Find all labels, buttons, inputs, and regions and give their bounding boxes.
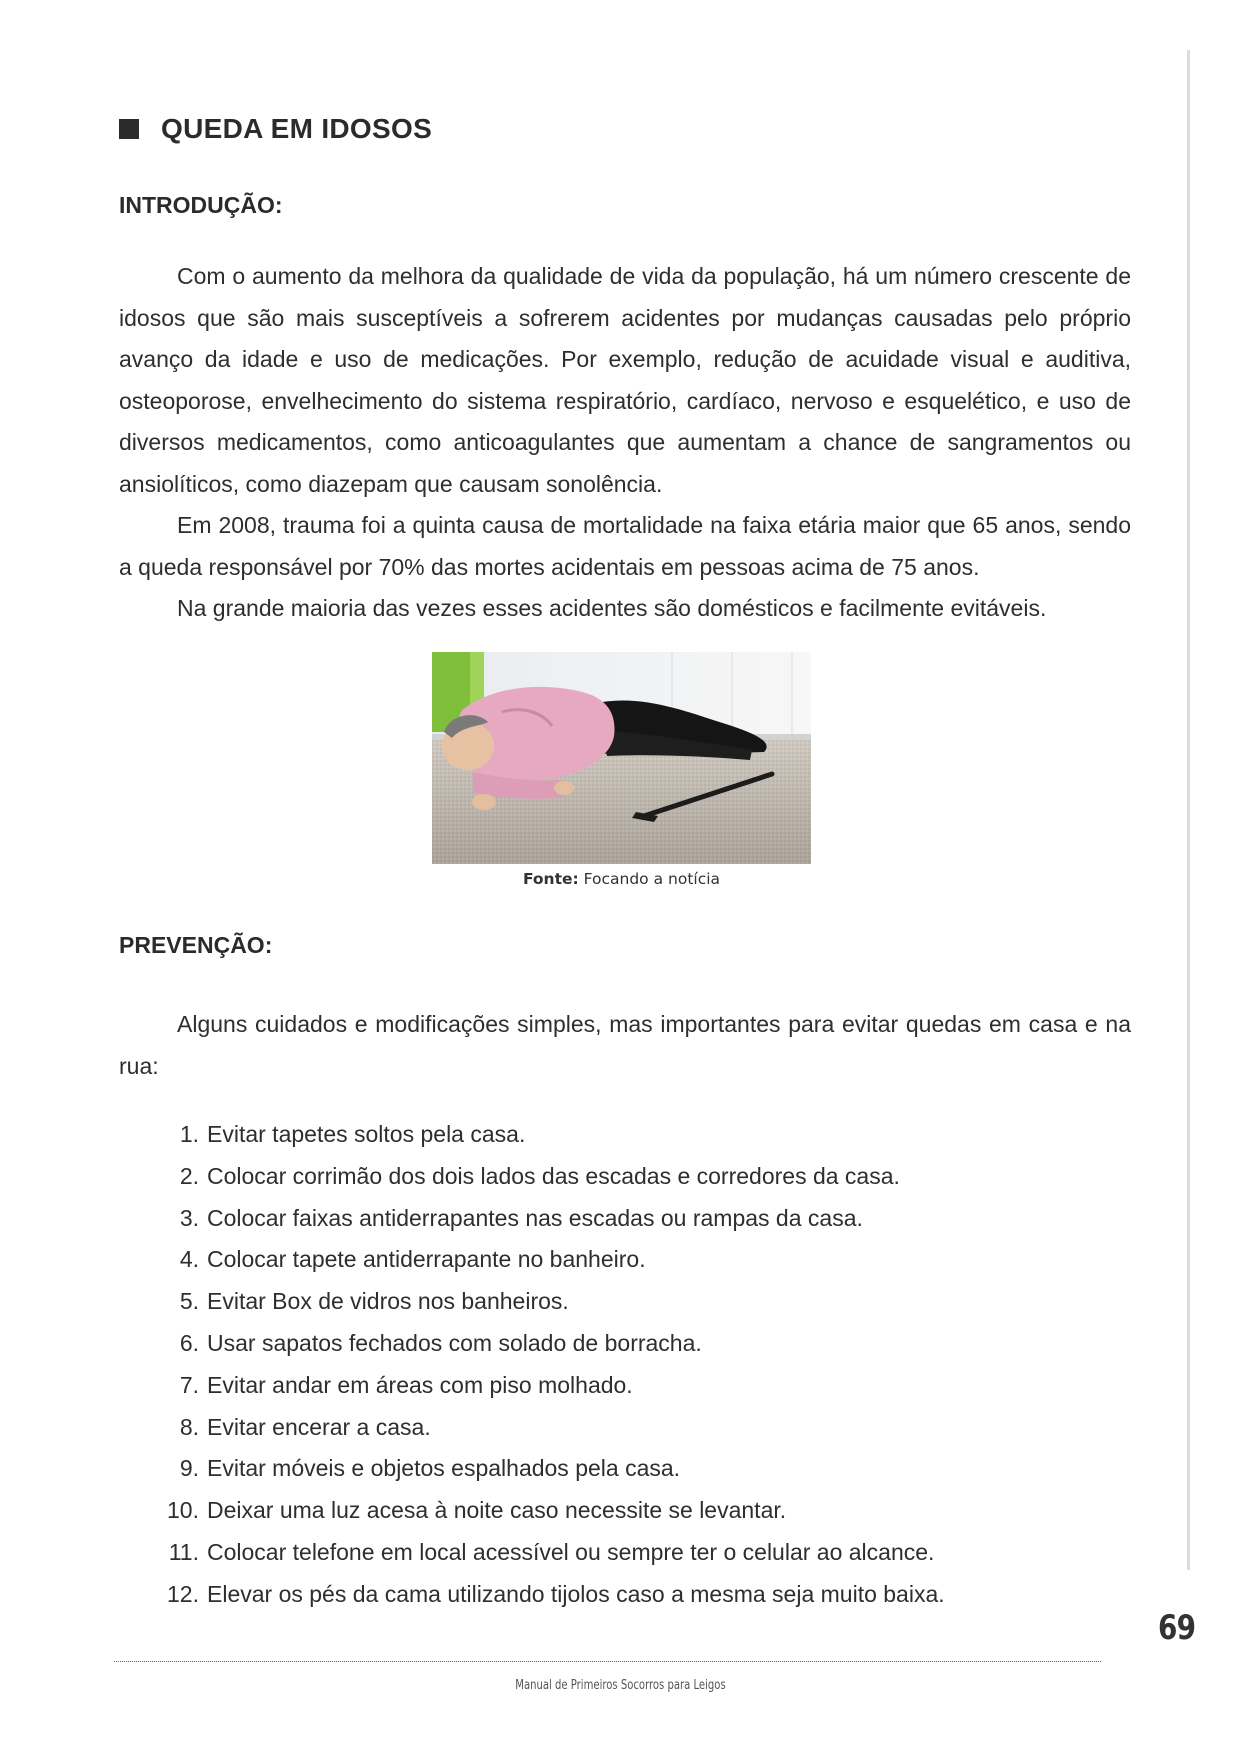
list-item-text: Evitar andar em áreas com piso molhado.	[207, 1371, 633, 1398]
list-item-text: Evitar móveis e objetos espalhados pela casa.	[207, 1455, 681, 1482]
prevention-body	[119, 1004, 1131, 1087]
list-item	[150, 1407, 945, 1449]
list-item	[150, 1448, 945, 1490]
list-item	[150, 1281, 945, 1323]
list-item-number: 11.	[168, 1538, 199, 1565]
list-item-text: Deixar uma luz acesa à noite caso necessite se levantar.	[207, 1497, 787, 1524]
list-item-text: Usar sapatos fechados com solado de borracha.	[207, 1329, 702, 1356]
prevention-heading: PREVENÇÃO:	[119, 932, 273, 958]
footer-divider	[114, 1661, 1101, 1662]
list-item	[150, 1239, 945, 1281]
prevention-intro: Alguns cuidados e modificações simples, mas importantes para evitar quedas em casa e na rua:	[119, 1011, 1131, 1079]
page-number: 69	[1158, 1608, 1196, 1648]
list-item	[150, 1574, 945, 1616]
list-item-number: 1.	[179, 1121, 199, 1147]
list-item-text: Colocar tapete antiderrapante no banheiro.	[207, 1246, 646, 1273]
caption-label: Fonte:	[522, 870, 579, 888]
title-bullet-square	[119, 119, 139, 139]
list-item	[150, 1323, 945, 1365]
footer-title: Manual de Primeiros Socorros para Leigos	[515, 1678, 726, 1693]
list-item	[150, 1156, 945, 1198]
intro-heading: INTRODUÇÃO:	[119, 192, 283, 218]
list-item-text: Evitar encerar a casa.	[207, 1413, 431, 1440]
intro-paragraph-3: Na grande maioria das vezes esses acidentes são domésticos e facilmente evitáveis.	[177, 595, 1047, 621]
intro-paragraph-2: Em 2008, trauma foi a quinta causa de mortalidade na faixa etária maior que 65 anos, sendo a queda responsável por 70% das mortes acidentais em pessoas acima de 75 anos.	[119, 512, 1131, 580]
list-item-number: 12.	[167, 1580, 199, 1607]
list-item	[150, 1365, 945, 1407]
list-item-number: 6.	[179, 1329, 199, 1356]
section-title	[119, 113, 432, 145]
intro-body	[119, 256, 1131, 630]
list-item-number: 4.	[179, 1246, 199, 1273]
list-item	[150, 1114, 945, 1156]
list-item-number: 3.	[179, 1204, 199, 1231]
list-item-text: Evitar Box de vidros nos banheiros.	[207, 1288, 569, 1315]
list-item	[150, 1490, 945, 1532]
list-item-number: 8.	[179, 1413, 199, 1440]
prevention-list	[150, 1114, 945, 1616]
list-item-text: Colocar corrimão dos dois lados das escadas e corredores da casa.	[207, 1162, 900, 1189]
page-title: QUEDA EM IDOSOS	[161, 113, 433, 144]
margin-rule	[1187, 50, 1190, 1570]
intro-paragraph-1: Com o aumento da melhora da qualidade de vida da população, há um número crescente de idosos que são mais susceptíveis a sofrerem acidentes por mudanças causadas pelo próprio avanço da idade e uso de medicações. Por exemplo, redução de acuidade visual e auditiva, osteoporose, envelhecimento do sistema respiratório, cardíaco, nervoso e esquelético, e uso de diversos medicamentos, como anticoagulantes que aumentam a chance de sangramentos ou ansiolíticos, como diazepam que causam sonolência.	[119, 263, 1131, 497]
list-item-number: 9.	[179, 1455, 199, 1482]
list-item-number: 7.	[179, 1371, 199, 1398]
fallen-elderly-photo	[432, 652, 811, 864]
list-item-number: 5.	[179, 1288, 199, 1315]
figure-caption	[432, 870, 811, 888]
list-item-text: Colocar telefone em local acessível ou sempre ter o celular ao alcance.	[207, 1538, 935, 1565]
list-item-text: Elevar os pés da cama utilizando tijolos caso a mesma seja muito baixa.	[207, 1580, 945, 1607]
list-item-number: 10.	[167, 1497, 199, 1524]
list-item	[150, 1532, 945, 1574]
list-item-number: 2.	[179, 1162, 199, 1189]
list-item-text: Evitar tapetes soltos pela casa.	[207, 1121, 526, 1147]
caption-source: Focando a notícia	[578, 870, 721, 888]
list-item-text: Colocar faixas antiderrapantes nas escadas ou rampas da casa.	[207, 1204, 863, 1231]
list-item	[150, 1198, 945, 1240]
